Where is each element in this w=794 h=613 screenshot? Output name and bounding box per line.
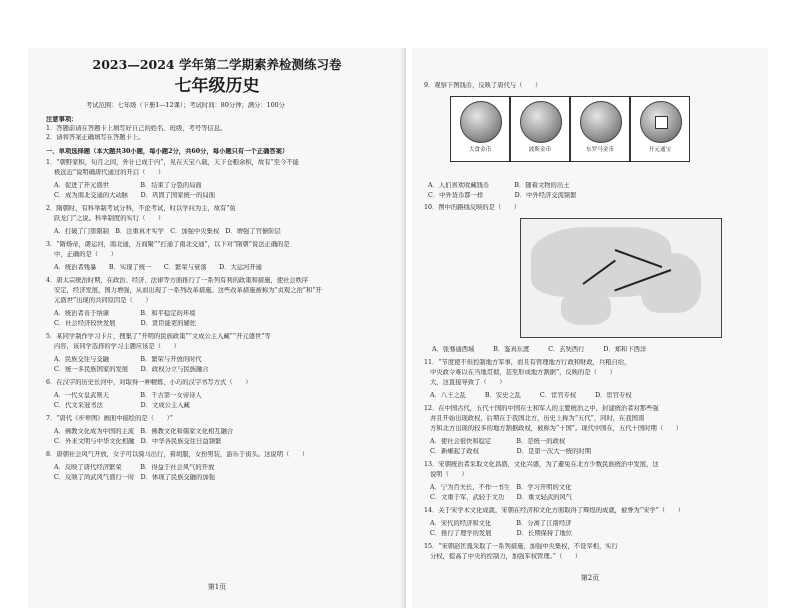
option-line: C．社会经济较快发展 D．贤臣能吏的辅佐 (54, 320, 197, 327)
option-line: A．张骞通西域 B．鉴真东渡 C．玄奘西行 D．郑和下西洋 (432, 346, 647, 353)
coin-figure (450, 96, 690, 172)
question-line: 并且开始出现政权，后期在于我国北方，历史上称为“五代”，同时，在我国南 (430, 415, 645, 422)
subject-title: 七年级历史 (174, 77, 260, 95)
question-line: 跃龙门”之说。科举制度的实行（ ） (54, 215, 165, 222)
question-line: 15．“宋朝赵匡胤采取了一系列措施，加强中央集权，不设宰相，实行 (424, 543, 618, 550)
square-hole-coin-icon (640, 101, 682, 143)
question-line: 中央政令难以在当地贯彻，甚至形成地方割据”，反映的是（ ） (430, 369, 616, 376)
coin-caption: 东罗马金币 (586, 147, 614, 153)
option-line: C．新崛起了政权 D．是第一次大一统的时期 (430, 448, 591, 455)
coin-card (630, 96, 690, 162)
coin-icon (520, 101, 562, 143)
coin-card (450, 96, 510, 162)
option-line: A．统治者残暴 B．实现了统一 C．繁荣与衰落 D．大运河开通 (54, 264, 262, 271)
question-line: 8．唐朝社会风气开放，女子可以骑马出行，着胡服，女扮男装，游乐于街头。这说明（ ） (46, 451, 309, 458)
question-line: 安定，经济发展，国力增强，从而出现了一系列改革措施。这些改革措施被称为“贞观之治”和“开 (54, 287, 322, 294)
option-line: A．反映了唐代经济繁荣 B．得益于社会风气的开放 (54, 464, 215, 471)
notice-title: 注意事项： (46, 116, 78, 123)
option-line: C．反映了尚武风气盛行一时 D．体现了民族交融的加强 (54, 474, 215, 481)
question-line: 5．某同学制作学习卡片，搜集了“开明的民族政策”“文成公主入藏”“开元盛世”等 (46, 333, 271, 340)
right-page (412, 48, 768, 608)
coin-card (510, 96, 570, 162)
question-line: 11．“节度使不但控制地方军事，而且有管理地方行政和财政，兵粮自给， (424, 359, 631, 366)
option-line: A．统治者善于纳谏 B．和平稳定的环境 (54, 310, 196, 317)
question-line: 14．关于宋学术文化成就，宋朝在经济和文化方面取得了辉煌的成就，被誉为“宋学”（ ） (424, 507, 685, 514)
option-line: A．宋代的经济和文化 B．分离了江南经济 (430, 520, 572, 527)
option-line: C．外来文明与中华文化相融 D．中华各民族交往日益频繁 (54, 438, 222, 445)
question-line: 极远近”说明确唐代通过的开启（ ） (54, 169, 165, 176)
option-line: A．人们喜欢收藏钱币 B．随着文物的出土 (428, 182, 570, 189)
question-line: 方和北方出现的较多的地方割据政权，被称为“十国”。现代中国在，五代十国时期（ ） (430, 425, 683, 432)
option-line: C．中外货币都一样 D．中外经济交流频繁 (428, 192, 577, 199)
coin-card (570, 96, 630, 162)
option-line: A．促进了开元盛世 B．结束了分裂的局面 (54, 182, 202, 189)
coin-caption: 开元通宝 (648, 147, 672, 153)
question-line: 内容，该同学选择的学习主题应该是（ ） (54, 343, 180, 350)
question-line: 大，这直接导致了（ ） (430, 379, 506, 386)
option-line: C．统一多民族国家的发展 D．政权分立与民族融合 (54, 366, 209, 373)
page-number: 第2页 (580, 574, 600, 582)
question-line: 4．唐太宗统治时期，在政治、经济、法律等方面推行了一系列有利的政策和措施，使社会秩序 (46, 277, 309, 284)
option-line: C．推行了理学的发展 D．长期保持了地位 (430, 530, 573, 537)
option-line: C．文重于军，武轻于文功 D．重文轻武的风气 (430, 494, 573, 501)
left-page (28, 48, 406, 608)
route-map (520, 218, 722, 338)
question-line: 7．“唐代《步辇图》画面中描绘的是（ ）” (46, 415, 173, 422)
option-line: C．代文采冠书法 D．文成公主入藏 (54, 402, 190, 409)
question-line: 6．在汉字的历史长河中，对取得一种精炼、小巧的汉字书写方式（ ） (46, 379, 252, 386)
option-line: A．佛教文化成为中国的主流 B．佛教文化和儒家文化相互融合 (54, 428, 234, 435)
option-line: A．八王之乱 B．安史之乱 C．宦官专权 D．宦官专权 (430, 392, 632, 399)
page-number: 第1页 (207, 583, 227, 591)
option-line: A．使社会很快和稳定 B．是统一的政权 (430, 438, 566, 445)
map-landmass (561, 291, 611, 325)
question-line: 2．隋朝时，有科举制考试分科，不论考试，时以学问为主，故有“鱼 (46, 205, 236, 212)
coin-icon (580, 101, 622, 143)
notice-line: 1．答题前请在答题卡上填写好自己的姓名、班级、考号等信息。 (46, 125, 227, 132)
section-heading: 一、单项选择题（本大题共30小题，每小题2分，共60分，每小题只有一个正确答案） (46, 148, 289, 155)
question-line: 12．在中国古代，五代十国的中国在士和军人的主要统治之中，封建统治者对那些强 (424, 405, 659, 412)
question-line: 10．图中的路线反映的是（ ） (424, 204, 521, 211)
notice-line: 2．请将答案正确填写在答题卡上。 (46, 134, 145, 141)
question-line: 3．“隋炀帝，凿运河，南北通，万商聚”“打通了南北交通”，以下对“隋朝”说法正确的是 (46, 241, 290, 248)
exam-title: 2023—2024 学年第二学期素养检测练习卷 (92, 58, 342, 72)
question-line: 13．宋朝统治者采取文化昌盛，文化兴盛，为了避免在北方少数民族统治中发展，这 (424, 461, 659, 468)
option-line: C．成为南北交通的大动脉 D．巩固了国家统一的局面 (54, 192, 215, 199)
question-line: 元盛世”出现的共同原因是（ ） (54, 297, 152, 304)
coin-icon (460, 101, 502, 143)
option-line: A．打破了门第限制 B．注重真才实学 C．加强中央集权 D．增强了官僚阶层 (54, 228, 281, 235)
question-line: 9．观察下图钱币，反映了唐代与（ ） (424, 82, 542, 89)
option-line: A．宁为百夫长，不作一书生 B．学习开明的文化 (430, 484, 572, 491)
option-line: A．一代女皇武则天 B．千古第一女帝诗人 (54, 392, 202, 399)
coin-caption: 大食金币 (468, 147, 492, 153)
question-line: 1．“朝野家积，旬月之间，外计已成于内”，见在天宝八载，天下仓粮余积，故有“至今不能 (46, 159, 299, 166)
question-line: 分权，提高了中央的控制力，加强军权管理。”（ ） (430, 553, 582, 560)
question-line: 说明（ ） (430, 471, 468, 478)
coin-caption: 波斯金币 (528, 147, 552, 153)
question-line: 中，正确的是（ ） (54, 251, 117, 258)
option-line: A．民族交往与交融 B．繁荣与开放的时代 (54, 356, 202, 363)
exam-info: 考试范围：七年级（下册1—12课）；考试时间：80分钟；满分：100分 (86, 102, 285, 109)
